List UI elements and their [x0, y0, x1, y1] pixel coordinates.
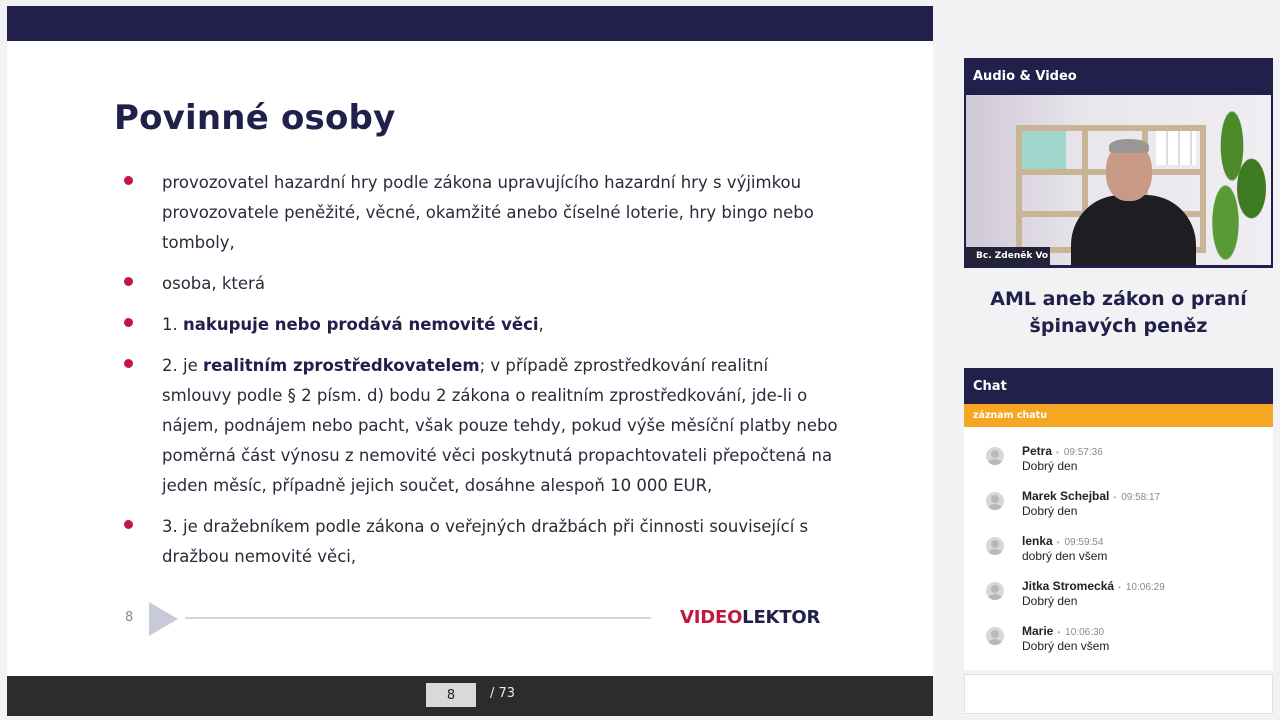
video-speaker-hair [1109, 139, 1149, 153]
video-shelf-box [1022, 131, 1066, 169]
bullet-bold: realitním zprostředkovatelem [202, 356, 480, 375]
bullet-text: ; v případě zprostředkování realitní smlouvy podle § 2 písm. d) bodu 2 zákona o realitním zprostředkování, jde-li o nájem, podnájem nebo pacht, však pouze tehdy, pokud výše měsíční platby nebo poměrná část výnosu z nemovité věci poskytnutá propachtovateli přepočtená na jeden měsíc, případně jejich součet, dosáhne alespoň 10 000 EUR, [162, 356, 838, 495]
video-plant [1206, 95, 1271, 265]
user-avatar-icon [986, 492, 1004, 510]
bullet-dot-icon [124, 359, 133, 368]
bullet-text: provozovatel hazardní hry podle zákona upravujícího hazardní hry s výjimkou provozovatele peněžité, věcné, okamžité anebo číselné loterie, hry bingo nebo tomboly, [162, 173, 814, 252]
chat-record-label: záznam chatu [973, 410, 1047, 421]
chat-timestamp: • 09:58:17 [1113, 492, 1160, 503]
chat-message [964, 620, 1273, 665]
audio-video-panel [964, 58, 1273, 268]
presentation-slide [7, 6, 933, 716]
chat-author-name: Marek Schejbal [1022, 489, 1110, 503]
logo-part-lektor: LEKTOR [742, 607, 821, 628]
chat-message [964, 575, 1273, 620]
chat-author [1022, 624, 1104, 638]
chat-message-input[interactable] [964, 674, 1273, 714]
video-stream[interactable] [966, 95, 1271, 265]
video-speaker-body [1071, 195, 1196, 265]
bullet-item [122, 351, 842, 501]
chat-panel [964, 368, 1273, 670]
chat-timestamp: • 09:57:36 [1056, 447, 1103, 458]
bullet-dot-icon [124, 318, 133, 327]
bullet-item [122, 310, 842, 340]
logo-part-video: VIDEO [680, 607, 743, 628]
audio-video-header: Audio & Video [973, 69, 1077, 84]
chat-author [1022, 534, 1103, 548]
chat-message-text: dobrý den všem [1022, 549, 1108, 563]
chat-timestamp: • 10:06:29 [1118, 582, 1165, 593]
chat-author-name: Jitka Stromecká [1022, 579, 1115, 593]
chat-message-text: Dobrý den všem [1022, 639, 1110, 653]
bullet-text: osoba, která [162, 274, 265, 293]
chat-author-name: Marie [1022, 624, 1054, 638]
chat-message-text: Dobrý den [1022, 504, 1078, 518]
user-avatar-icon [986, 627, 1004, 645]
slide-title: Povinné osoby [114, 98, 396, 138]
bullet-item [122, 269, 842, 299]
chat-message [964, 485, 1273, 530]
bullet-prefix: 2. je [162, 356, 203, 375]
chat-message-text: Dobrý den [1022, 594, 1078, 608]
bullet-dot-icon [124, 520, 133, 529]
bullet-dot-icon [124, 277, 133, 286]
speaker-name-label: Bc. Zdeněk Vo [966, 247, 1050, 265]
bullet-text: , [538, 315, 544, 334]
chat-message [964, 530, 1273, 575]
slide-number: 8 [125, 610, 134, 625]
chat-author-name: lenka [1022, 534, 1053, 548]
chat-author [1022, 489, 1160, 503]
slide-bullet-list [122, 168, 842, 583]
chat-timestamp: • 09:59:54 [1057, 537, 1104, 548]
slide-navigation-bar [7, 676, 933, 716]
bullet-prefix: 1. [162, 315, 183, 334]
chat-timestamp: • 10:06:30 [1057, 627, 1104, 638]
user-avatar-icon [986, 447, 1004, 465]
slide-top-bar [7, 6, 933, 41]
user-avatar-icon [986, 582, 1004, 600]
chat-author-name: Petra [1022, 444, 1053, 458]
videolektor-logo [680, 607, 820, 628]
bullet-text: 3. je dražebníkem podle zákona o veřejných dražbách při činnosti související s dražbou nemovité věci, [162, 517, 809, 566]
course-title: AML aneb zákon o praní špinavých peněz [990, 288, 1247, 337]
chat-message [964, 440, 1273, 485]
page-total-label: / 73 [490, 686, 516, 701]
user-avatar-icon [986, 537, 1004, 555]
video-shelf-binders [1156, 131, 1196, 165]
slide-footer-divider [185, 617, 651, 619]
page-number-input[interactable] [426, 683, 476, 707]
chat-header [964, 368, 1273, 404]
bullet-dot-icon [124, 176, 133, 185]
chat-message-text: Dobrý den [1022, 459, 1078, 473]
play-triangle-icon [149, 602, 178, 636]
chat-record-bar[interactable] [964, 404, 1273, 427]
chat-title: Chat [973, 379, 1007, 394]
chat-author [1022, 444, 1103, 458]
bullet-bold: nakupuje nebo prodává nemovité věci [183, 315, 539, 334]
chat-author [1022, 579, 1165, 593]
bullet-item [122, 512, 842, 572]
bullet-item [122, 168, 842, 258]
chat-message-list [964, 440, 1273, 665]
